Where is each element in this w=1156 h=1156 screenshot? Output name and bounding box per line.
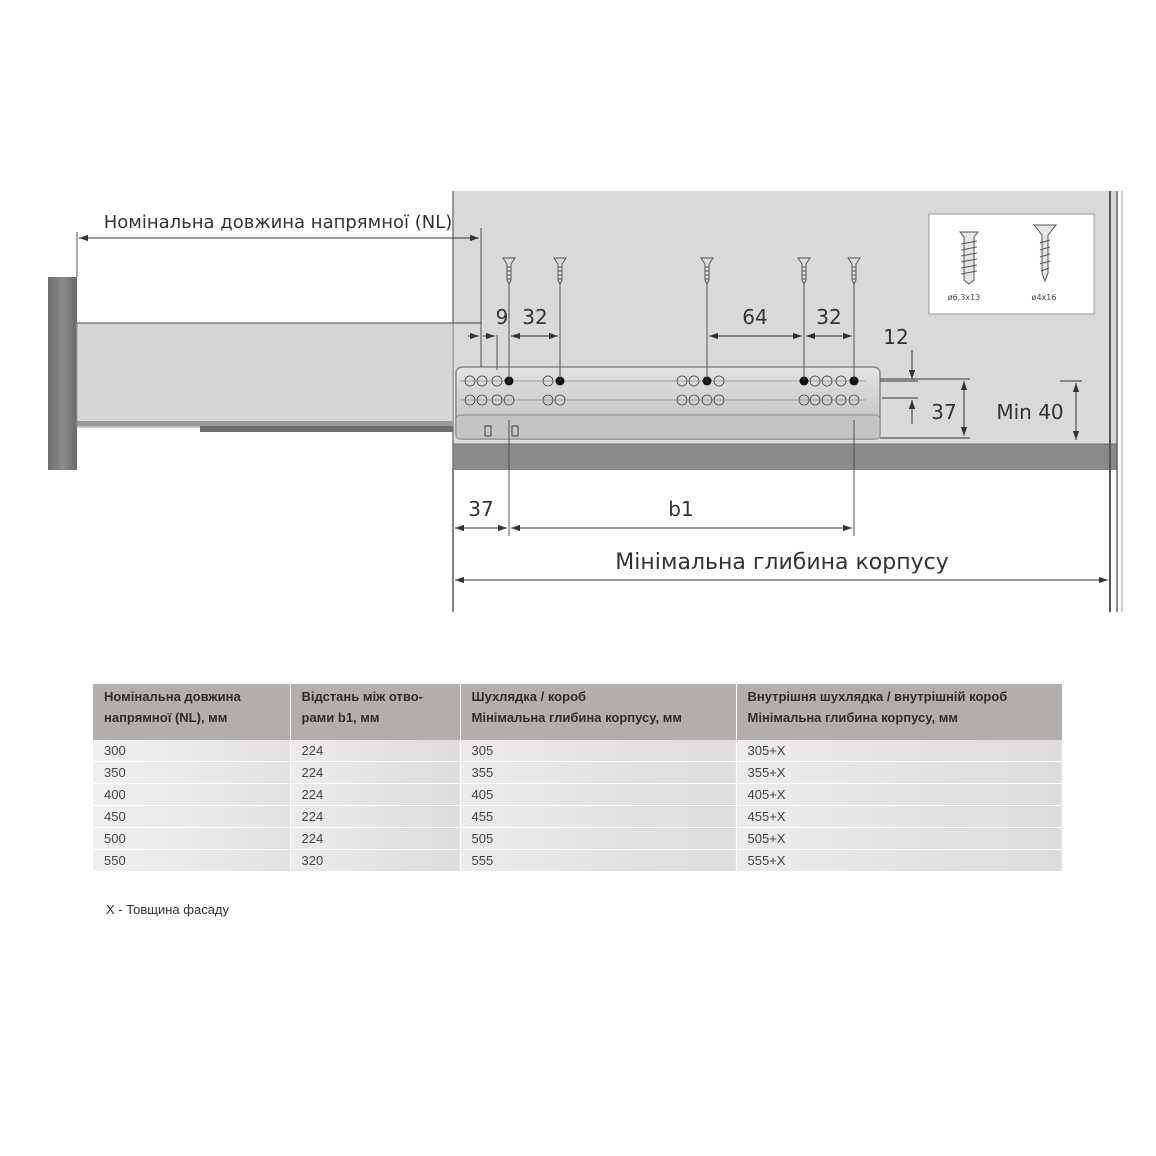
cell-inner-depth: 405+X [736, 784, 1062, 806]
drawer-rail [77, 421, 453, 426]
cell-inner-depth: 505+X [736, 828, 1062, 850]
cell-nl: 500 [93, 828, 290, 850]
header-drawer-depth: Шухлядка / короб Мінімальна глибина корпусу, мм [460, 684, 736, 740]
drawer-box [77, 323, 453, 427]
table-row [93, 850, 1062, 872]
dim-32-right: 32 [816, 305, 842, 329]
cell-depth: 505 [460, 828, 736, 850]
cell-b1: 224 [290, 784, 460, 806]
dim-37-vertical: 37 [931, 400, 957, 424]
cell-nl: 300 [93, 740, 290, 762]
screw2-label: ø4x16 [1031, 293, 1057, 302]
dim-b1: b1 [668, 497, 694, 521]
cell-inner-depth: 555+X [736, 850, 1062, 872]
table-header-row [93, 684, 1062, 740]
dim-9: 9 [495, 305, 509, 329]
nl-label: Номінальна довжина напрямної (NL) [103, 212, 453, 233]
cabinet-bottom [453, 444, 1117, 470]
spec-table [93, 684, 1062, 871]
table-row [93, 762, 1062, 784]
table-row [93, 784, 1062, 806]
cell-depth: 305 [460, 740, 736, 762]
header-b1: Відстань між отво- рами b1, мм [290, 684, 460, 740]
depth-label: Мінімальна глибина корпусу [615, 550, 949, 575]
screw-legend [929, 214, 1094, 314]
cell-depth: 555 [460, 850, 736, 872]
drawer-rail-extension [200, 426, 453, 432]
dim-64: 64 [742, 305, 768, 329]
cell-depth: 405 [460, 784, 736, 806]
cell-b1: 224 [290, 740, 460, 762]
header-inner-drawer-depth: Внутрішня шухлядка / внутрішній короб Мінімальна глибина корпусу, мм [736, 684, 1062, 740]
cell-depth: 455 [460, 806, 736, 828]
drawer-front [48, 277, 77, 470]
cell-nl: 450 [93, 806, 290, 828]
table-row [93, 806, 1062, 828]
table-row [93, 740, 1062, 762]
cell-b1: 224 [290, 828, 460, 850]
footnote: X - Товщина фасаду [106, 902, 230, 917]
cell-b1: 224 [290, 806, 460, 828]
cell-nl: 550 [93, 850, 290, 872]
table-row [93, 828, 1062, 850]
cell-b1: 320 [290, 850, 460, 872]
cell-depth: 355 [460, 762, 736, 784]
cell-nl: 350 [93, 762, 290, 784]
dim-32-left: 32 [522, 305, 548, 329]
dim-37-horizontal: 37 [468, 497, 494, 521]
dim-12: 12 [883, 325, 909, 349]
header-nl: Номінальна довжина напрямної (NL), мм [93, 684, 290, 740]
screw1-label: ø6,3x13 [947, 293, 981, 302]
cell-inner-depth: 355+X [736, 762, 1062, 784]
dim-min-40: Min 40 [996, 400, 1064, 424]
cell-b1: 224 [290, 762, 460, 784]
cell-nl: 400 [93, 784, 290, 806]
cell-inner-depth: 305+X [736, 740, 1062, 762]
cell-inner-depth: 455+X [736, 806, 1062, 828]
